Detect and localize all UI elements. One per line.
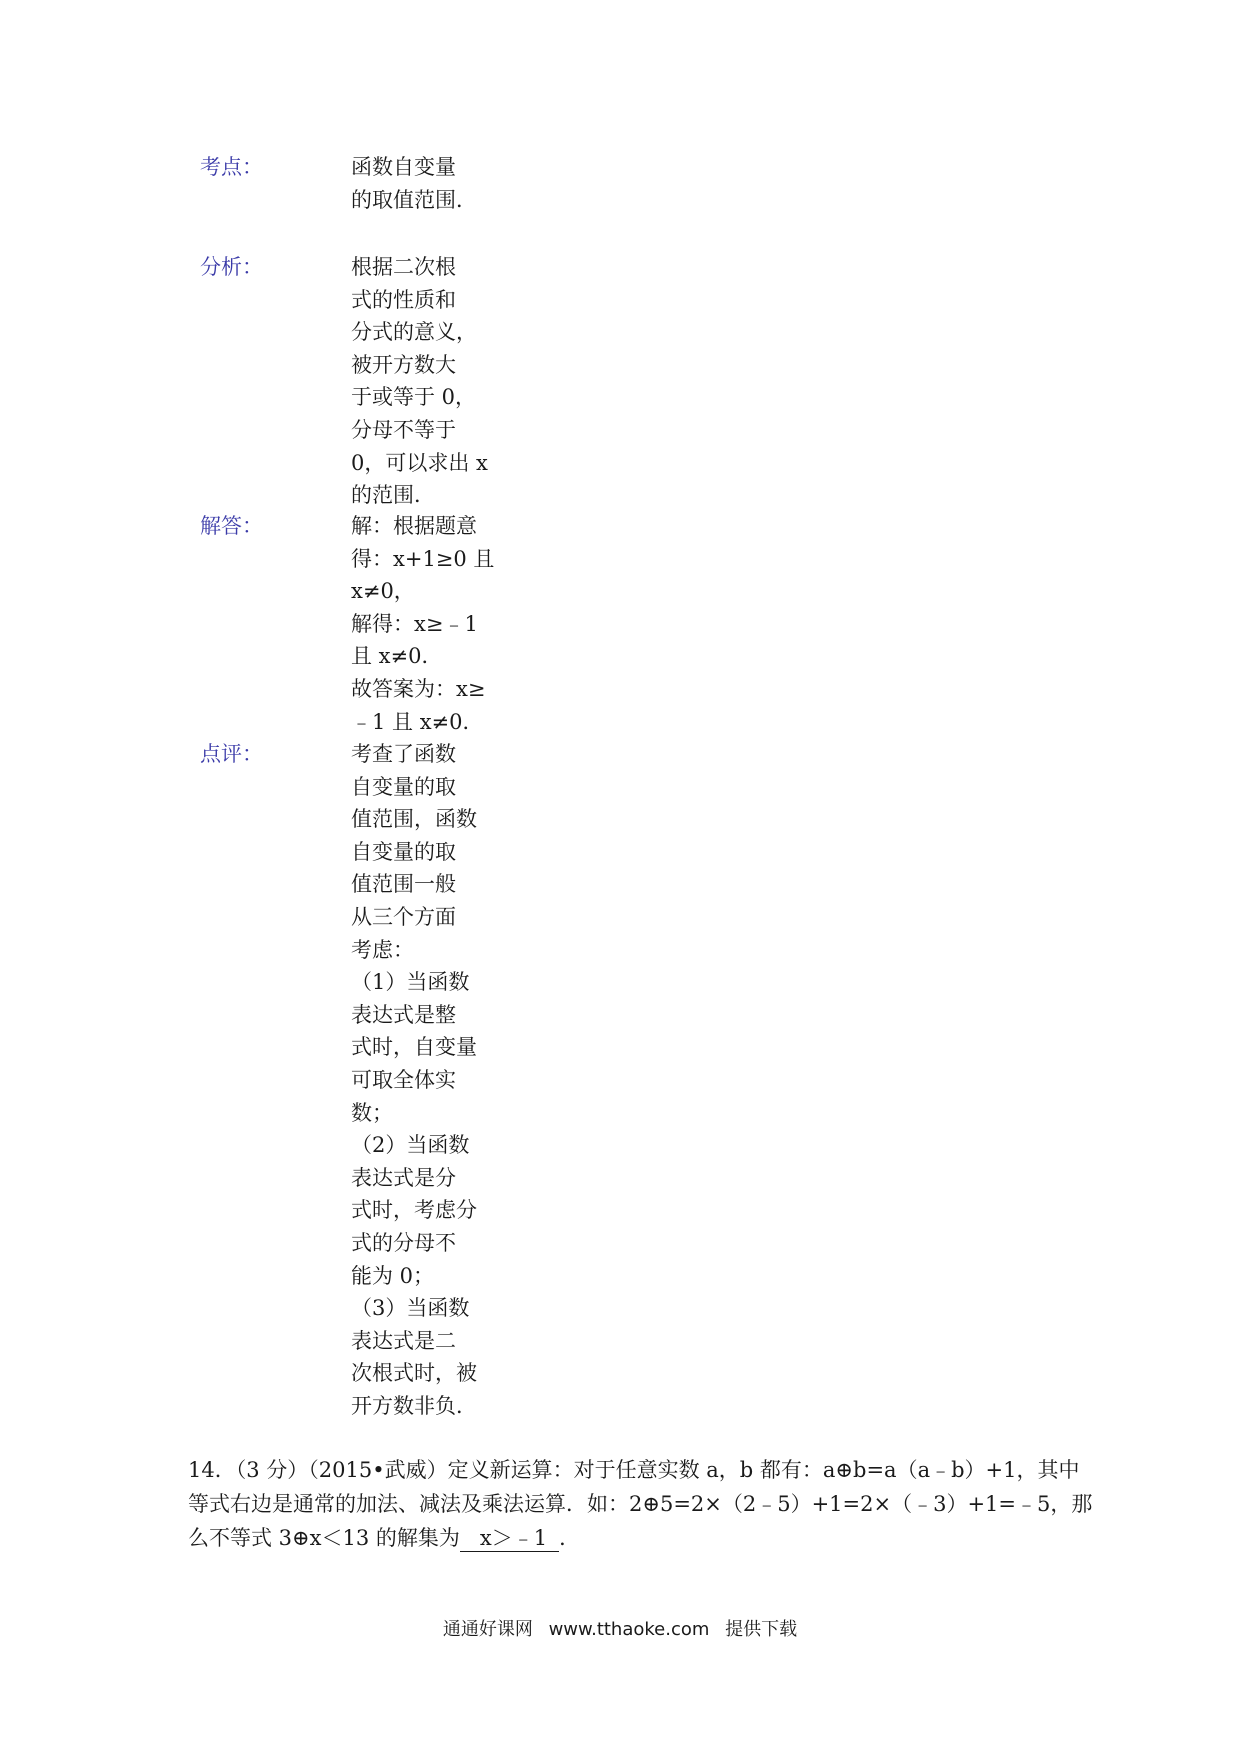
text-line: 表达式是分: [351, 1165, 456, 1190]
text-line: 式时，考虑分: [351, 1198, 477, 1223]
text-line: （3）当函数: [351, 1296, 470, 1321]
answer-blank: x＞﹣1: [460, 1525, 559, 1552]
text-line: 自变量的取: [351, 774, 456, 799]
question-line-3-prefix: 么不等式 3⊕x＜13 的解集为: [188, 1526, 460, 1550]
fenxi-content: [351, 251, 501, 512]
text-line: 值范围，函数: [351, 807, 477, 832]
text-line: 于或等于 0，: [351, 385, 477, 410]
footer-url: www.tthaoke.com: [548, 1619, 710, 1640]
text-line: 可取全体实: [351, 1067, 456, 1092]
text-line: 式的性质和: [351, 287, 456, 312]
dianping-content: [351, 738, 501, 1422]
jieda-content: [351, 510, 501, 738]
text-line: 解：根据题意: [351, 514, 477, 538]
footer-site-name: 通通好课网: [442, 1619, 533, 1640]
question-line-3-suffix: ．: [559, 1526, 581, 1550]
text-line: 式时，自变量: [351, 1035, 477, 1060]
text-line: 故答案为：x≥: [351, 676, 486, 701]
text-line: 分式的意义，: [351, 320, 477, 345]
text-line: 自变量的取: [351, 839, 456, 864]
footer-note: 提供下载: [725, 1619, 798, 1640]
question-14: [188, 1453, 1093, 1555]
text-line: 能为 0；: [351, 1263, 435, 1288]
text-line: 函数自变量: [351, 155, 456, 179]
text-line: 被开方数大: [351, 352, 456, 377]
kaodian-label: 考点：: [200, 155, 263, 179]
text-line: 式的分母不: [351, 1230, 456, 1255]
text-line: 数；: [351, 1100, 393, 1125]
text-line: 表达式是二: [351, 1328, 456, 1353]
text-line: 考虑：: [351, 937, 414, 962]
question-line-3: [188, 1521, 1068, 1555]
kaodian-content: [351, 151, 501, 216]
question-line-1: 14．（3 分）（2015•武威）定义新运算：对于任意实数 a，b 都有：a⊕b=a（a﹣b）+1，其中: [188, 1458, 1080, 1482]
fenxi-label: 分析：: [200, 255, 263, 279]
text-line: 分母不等于: [351, 417, 456, 442]
text-line: （1）当函数: [351, 970, 470, 995]
dianping-label: 点评：: [200, 742, 263, 766]
text-line: 的范围．: [351, 483, 435, 508]
jieda-label: 解答：: [200, 514, 263, 538]
text-line: 从三个方面: [351, 904, 456, 929]
page-footer: [0, 1618, 1240, 1642]
text-line: 且 x≠0．: [351, 644, 443, 669]
text-line: （2）当函数: [351, 1133, 470, 1158]
text-line: 解得：x≥﹣1: [351, 611, 478, 636]
question-line-2: 等式右边是通常的加法、减法及乘法运算．如：2⊕5=2×（2﹣5）+1=2×（﹣3）+1=﹣5，那: [188, 1492, 1093, 1516]
text-line: 得：x+1≥0 且: [351, 546, 495, 571]
text-line: 次根式时，被: [351, 1361, 477, 1386]
text-line: 根据二次根: [351, 255, 456, 279]
text-line: 0，可以求出 x: [351, 450, 488, 475]
text-line: 考查了函数: [351, 742, 456, 766]
text-line: 的取值范围．: [351, 187, 477, 212]
text-line: 表达式是整: [351, 1002, 456, 1027]
text-line: 开方数非负．: [351, 1393, 477, 1418]
text-line: 值范围一般: [351, 872, 456, 897]
text-line: ﹣1 且 x≠0．: [351, 709, 484, 734]
text-line: x≠0，: [351, 579, 415, 604]
